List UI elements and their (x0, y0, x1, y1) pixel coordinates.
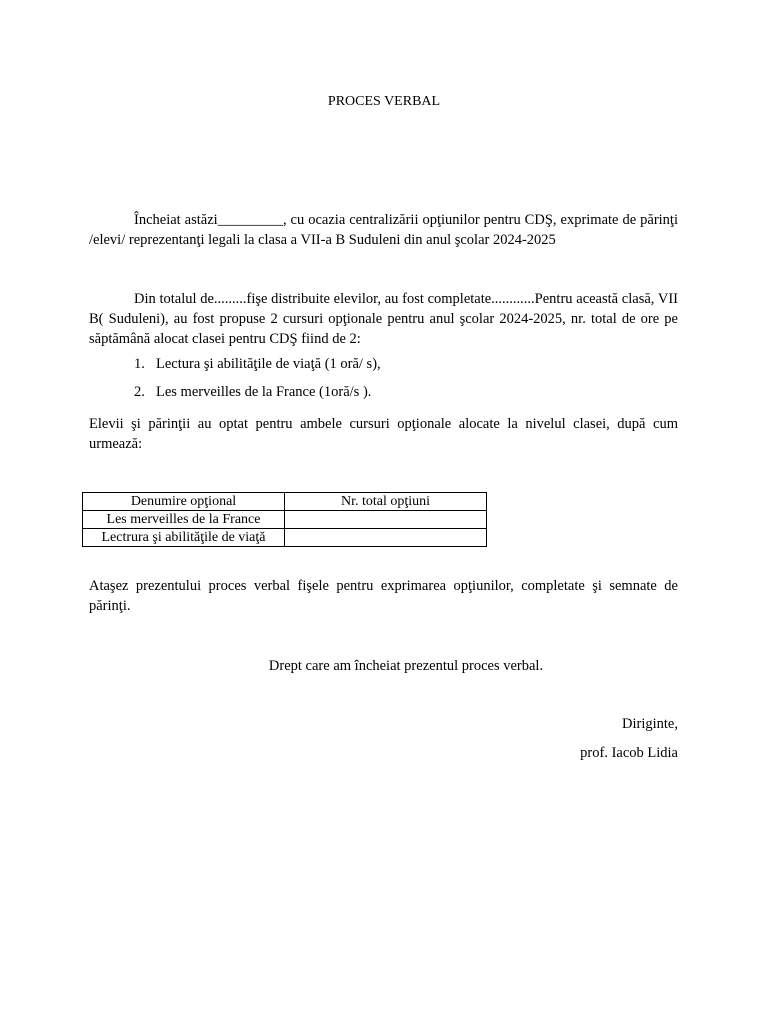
options-paragraph: Elevii şi părinţii au optat pentru ambele cursuri opţionale alocate la nivelul clasei, după cum urmează: (89, 416, 678, 452)
list-item-number: 2. (134, 384, 145, 400)
table-header-cell: Nr. total opţiuni (285, 493, 487, 511)
table-cell (285, 511, 487, 529)
table-cell: Les merveilles de la France (83, 511, 285, 529)
list-item-text: Lectura şi abilităţile de viaţă (1 oră/ s), (156, 356, 381, 372)
table-row (83, 511, 487, 529)
list-item (134, 354, 381, 382)
attachment-paragraph: Ataşez prezentului proces verbal fişele pentru exprimarea opţiunilor, completate şi semnate de părinţi. (89, 578, 678, 614)
course-list (134, 354, 381, 410)
table-cell (285, 529, 487, 547)
signature-name: prof. Iacob Lidia (580, 745, 678, 761)
options-table (82, 492, 487, 547)
closing-line: Drept care am încheiat prezentul proces verbal. (268, 658, 544, 674)
list-item-number: 1. (134, 356, 145, 372)
table-row (83, 529, 487, 547)
intro-paragraph: Încheiat astăzi_________, cu ocazia centralizării opţiunilor pentru CDŞ, exprimate de părinţi /elevi/ reprezentanţi legali la clasa a VII-a B Suduleni din anul şcolar 2024-2025 (89, 212, 678, 248)
list-item-text: Les merveilles de la France (1oră/s ). (156, 384, 372, 400)
totals-paragraph: Din totalul de.........fişe distribuite elevilor, au fost completate............Pentru această clasă, VII B( Suduleni), au fost propuse 2 cursuri opţionale pentru anul şcolar 2024-2025, nr. total de ore pe săptămână alocat clasei pentru CDŞ fiind de 2: (89, 291, 678, 347)
list-item (134, 382, 381, 410)
table-header-cell: Denumire opţional (83, 493, 285, 511)
document-title: PROCES VERBAL (327, 94, 441, 109)
table-header-row (83, 493, 487, 511)
table-cell: Lectrura şi abilităţile de viaţă (83, 529, 285, 547)
signature-role: Diriginte, (622, 716, 678, 732)
